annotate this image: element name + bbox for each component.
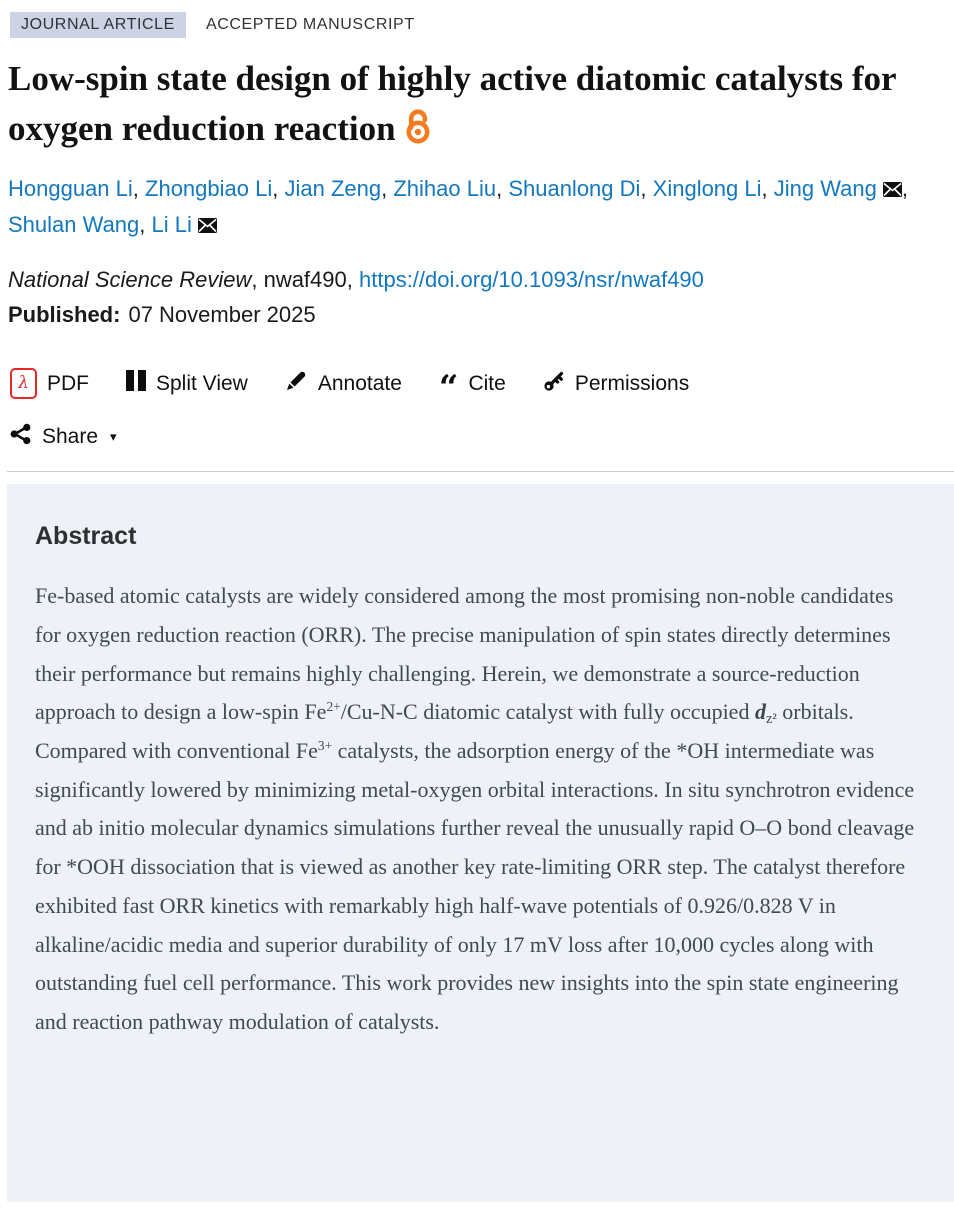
article-title-text: Low-spin state design of highly active diatomic catalysts for oxygen reduction reaction xyxy=(8,59,896,149)
accepted-manuscript-label: ACCEPTED MANUSCRIPT xyxy=(205,16,415,33)
correspondence-envelope-icon[interactable] xyxy=(883,172,902,207)
citation-line xyxy=(8,267,954,293)
share-nodes-icon xyxy=(10,423,32,451)
article-title xyxy=(8,54,908,159)
journal-name: National Science Review xyxy=(8,267,252,293)
toolbar-button-split-view[interactable] xyxy=(126,370,248,397)
toolbar-button-label: Permissions xyxy=(574,371,690,395)
toolbar-button-annotate[interactable] xyxy=(285,369,402,398)
journal-article-badge: JOURNAL ARTICLE xyxy=(10,12,186,38)
published-date: 07 November 2025 xyxy=(128,302,316,328)
open-access-icon xyxy=(404,108,432,158)
share-label: Share xyxy=(42,425,99,449)
split-view-icon xyxy=(126,370,146,397)
author-separator: , xyxy=(640,175,653,201)
author-link[interactable]: Xinglong Li xyxy=(652,175,762,201)
chevron-down-icon: ▾ xyxy=(110,429,117,445)
author-link[interactable]: Shuanlong Di xyxy=(508,175,641,201)
author-link[interactable]: Shulan Wang xyxy=(8,211,140,237)
doi-link[interactable]: https://doi.org/10.1093/nsr/nwaf490 xyxy=(359,267,704,293)
pdf-icon: λ xyxy=(10,368,37,399)
author-link[interactable]: Hongguan Li xyxy=(8,175,133,201)
author-link[interactable]: Li Li xyxy=(151,211,192,237)
share-button[interactable] xyxy=(10,423,954,451)
correspondence-envelope-icon[interactable] xyxy=(198,208,217,243)
article-meta-bar xyxy=(10,12,954,38)
article-id: nwaf490 xyxy=(263,267,347,293)
toolbar-button-permissions[interactable] xyxy=(543,370,689,398)
toolbar-button-label: PDF xyxy=(47,371,89,395)
author-list xyxy=(8,171,908,243)
author-separator: , xyxy=(139,211,152,237)
author-separator: , xyxy=(496,175,509,201)
author-link[interactable]: Jian Zeng xyxy=(284,175,382,201)
toolbar-button-label: Cite xyxy=(468,371,506,395)
author-link[interactable]: Zhongbiao Li xyxy=(145,175,273,201)
published-line xyxy=(8,302,954,328)
author-separator: , xyxy=(761,175,774,201)
author-link[interactable]: Jing Wang xyxy=(773,175,877,201)
toolbar-button-label: Annotate xyxy=(317,371,402,395)
author-link[interactable]: Zhihao Liu xyxy=(393,175,497,201)
author-separator: , xyxy=(272,175,285,201)
annotate-pencil-icon xyxy=(285,369,308,398)
author-separator: , xyxy=(132,175,146,201)
section-divider xyxy=(7,471,954,472)
abstract-section xyxy=(7,484,954,1202)
abstract-heading: Abstract xyxy=(35,522,137,551)
abstract-text: Fe-based atomic catalysts are widely considered among the most promising non-noble candidates for oxygen reduction reaction (ORR). The precise manipulation of spin states directly determines their performance but remains highly challenging. Herein, we demonstrate a source-reduction approach to design a low-spin $Fe^{2+}/Cu-N-C$ diatomic catalyst with fully occupied dz² orbitals. Compared with conventional $Fe^{3+}$ catalysts, the adsorption energy of the *OH intermediate was significantly lowered by minimizing metal-oxygen orbital interactions. In situ synchrotron evidence and ab initio molecular dynamics simulations further reveal the unusually rapid O–O bond cleavage for *OOH dissociation that is viewed as another key rate-limiting ORR step. The catalyst therefore exhibited fast ORR kinetics with remarkably high half-wave potentials of 0.926/0.828 V in alkaline/acidic media and superior durability of only 17 mV loss after 10,000 cycles along with outstanding fuel cell performance. This work provides new insights into the spin state engineering and reaction pathway modulation of catalysts. xyxy=(35,583,915,1035)
permissions-key-icon xyxy=(543,370,565,398)
toolbar-button-label: Split View xyxy=(156,371,248,395)
author-separator: , xyxy=(901,175,909,201)
toolbar-button-pdf[interactable] xyxy=(10,368,89,399)
citation-separator-1: , xyxy=(251,267,264,293)
published-label: Published: xyxy=(8,302,121,328)
cite-quote-icon: “ xyxy=(438,367,459,408)
author-separator: , xyxy=(381,175,394,201)
toolbar-button-cite[interactable] xyxy=(438,367,506,408)
article-toolbar xyxy=(10,367,954,408)
citation-separator-2: , xyxy=(346,267,359,293)
